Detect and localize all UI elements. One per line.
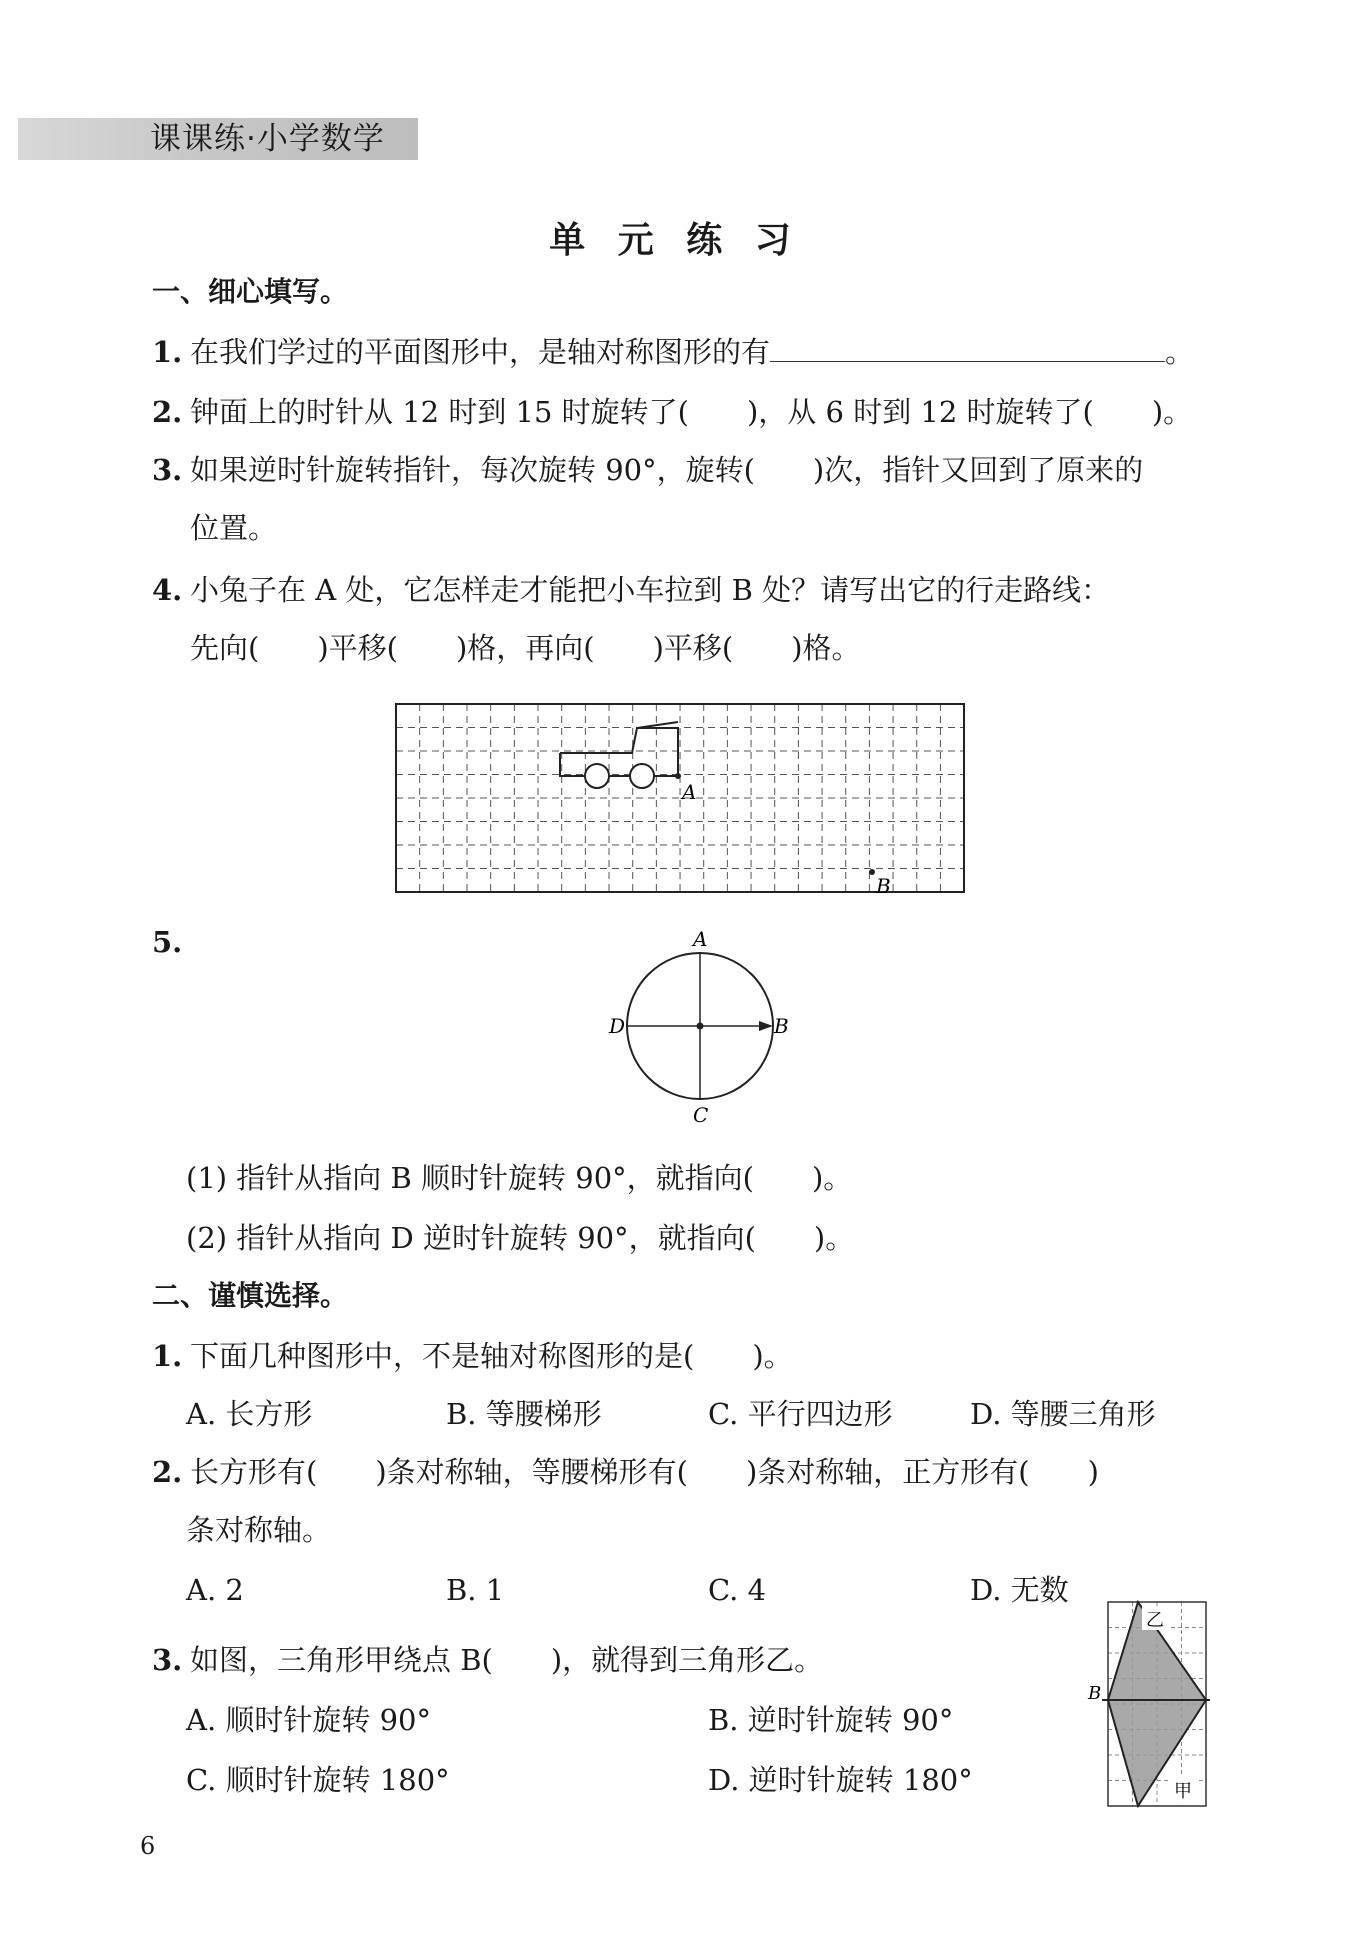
s2-q3-number: 3.: [152, 1643, 183, 1677]
s1-q1: [152, 332, 1194, 372]
s2-q3-text: 如图，三角形甲绕点 B( )，就得到三角形乙。: [190, 1643, 824, 1677]
triangle-label-top: 乙: [1146, 1610, 1164, 1631]
point-a-dot: [675, 773, 681, 779]
s1-q4-number: 4.: [152, 573, 183, 607]
s2-q3-option-b[interactable]: B. 逆时针旋转 90°: [708, 1703, 954, 1737]
s2-q3-option-c[interactable]: C. 顺时针旋转 180°: [186, 1763, 450, 1797]
s2-q1-option-d[interactable]: D. 等腰三角形: [970, 1397, 1156, 1431]
triangle-point-label: B: [1088, 1683, 1102, 1704]
s2-q1-option-b[interactable]: B. 等腰梯形: [446, 1397, 602, 1431]
s2-q1-number: 1.: [152, 1339, 183, 1373]
s1-q2-number: 2.: [152, 395, 183, 429]
s2-q2-option-a[interactable]: A. 2: [186, 1573, 244, 1607]
s1-q3-number: 3.: [152, 453, 183, 487]
s1-q4-line2: 先向( )平移( )格，再向( )平移( )格。: [190, 631, 861, 665]
s1-q3-line2: 位置。: [190, 511, 278, 545]
s2-q1-text: 下面几种图形中，不是轴对称图形的是( )。: [190, 1339, 793, 1373]
s1-q3-line1: 如果逆时针旋转指针，每次旋转 90°，旋转( )次，指针又回到了原来的: [190, 453, 1144, 487]
point-b-label: B: [876, 874, 891, 898]
s1-q1-text: 在我们学过的平面图形中，是轴对称图形的有: [190, 335, 771, 369]
s2-q2-option-b[interactable]: B. 1: [446, 1573, 505, 1607]
truck: [560, 722, 678, 788]
s1-q5-number: 5.: [152, 925, 183, 959]
s2-q2-option-c[interactable]: C. 4: [708, 1573, 767, 1607]
grid-truck-figure: [392, 700, 970, 900]
s2-q2-number: 2.: [152, 1455, 183, 1489]
s2-q1-option-c[interactable]: C. 平行四边形: [708, 1397, 893, 1431]
section2-heading: 二、谨慎选择。: [152, 1279, 349, 1312]
dial-label-left: D: [609, 1014, 626, 1038]
dial-label-right: B: [774, 1014, 789, 1038]
point-b-dot: [869, 869, 875, 875]
s2-q2: [152, 1452, 1099, 1492]
s1-q1-number: 1.: [152, 335, 183, 369]
s1-q4-line1: 小兔子在 A 处，它怎样走才能把小车拉到 B 处？请写出它的行走路线：: [190, 573, 1111, 607]
s2-q1: [152, 1336, 793, 1376]
page-number: 6: [140, 1832, 156, 1860]
s2-q2-line1: 长方形有( )条对称轴，等腰梯形有( )条对称轴，正方形有( ): [190, 1455, 1099, 1489]
header-label: 课课练·小学数学: [150, 121, 385, 157]
s1-q1-answer-line[interactable]: [770, 333, 1165, 362]
dial-label-top: A: [693, 927, 708, 951]
s1-q2-text: 钟面上的时针从 12 时到 15 时旋转了( )，从 6 时到 12 时旋转了( )。: [190, 395, 1193, 429]
s1-q2: [152, 392, 1192, 432]
s2-q3: [152, 1640, 823, 1680]
pointer-arrowhead: [759, 1021, 773, 1031]
s2-q3-option-d[interactable]: D. 逆时针旋转 180°: [708, 1763, 973, 1797]
s1-q3: [152, 450, 1143, 490]
s1-q5-sub2: (2) 指针从指向 D 逆时针旋转 90°，就指向( )。: [186, 1221, 855, 1255]
s1-q4: [152, 570, 1110, 610]
s2-q2-option-d[interactable]: D. 无数: [970, 1573, 1069, 1607]
triangle-rotation-figure: [1082, 1598, 1212, 1810]
s1-q1-end: 。: [1165, 335, 1195, 369]
s2-q3-option-a[interactable]: A. 顺时针旋转 90°: [186, 1703, 431, 1737]
dial-label-bottom: C: [693, 1103, 709, 1127]
page-title: 单 元 练 习: [549, 220, 801, 261]
section1-heading: 一、细心填写。: [152, 275, 349, 308]
dial-center: [697, 1023, 704, 1030]
s2-q2-line2: 条对称轴。: [186, 1513, 332, 1547]
s2-q1-option-a[interactable]: A. 长方形: [186, 1397, 313, 1431]
grid-lines: [396, 704, 964, 892]
s1-q5-sub1: (1) 指针从指向 B 顺时针旋转 90°，就指向( )。: [186, 1161, 853, 1195]
triangle-label-bottom: 甲: [1174, 1781, 1192, 1802]
clock-dial-figure: [585, 920, 815, 1140]
point-a-label: A: [682, 780, 697, 804]
